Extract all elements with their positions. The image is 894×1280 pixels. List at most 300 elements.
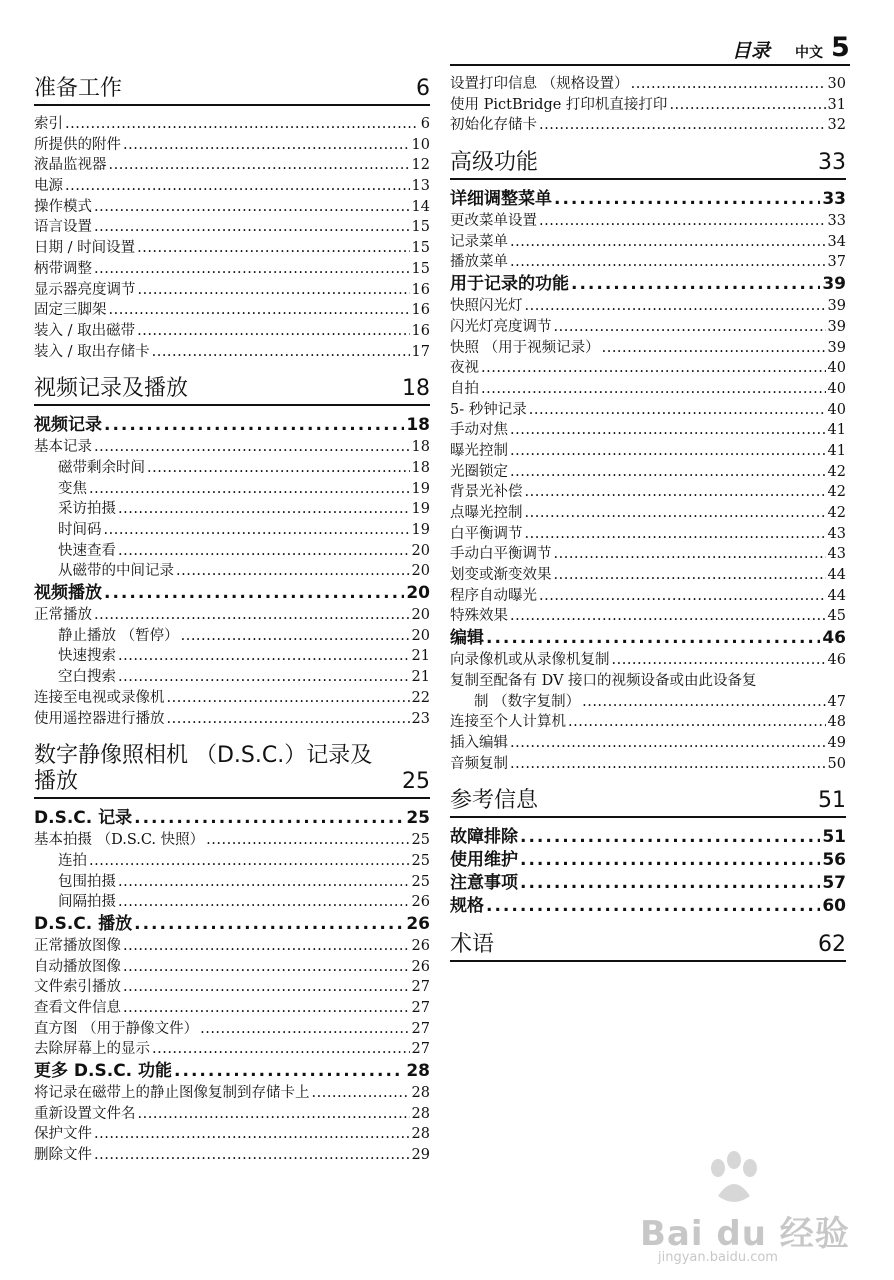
toc-section-continued	[450, 74, 846, 136]
toc-entry[interactable]	[34, 892, 430, 913]
toc-entry-list	[34, 807, 430, 1166]
toc-entry-list	[34, 414, 430, 729]
entry-title: 用于记录的功能	[450, 274, 569, 295]
leader-dots	[152, 1039, 410, 1060]
toc-entry[interactable]	[34, 499, 430, 520]
entry-title: 故障排除	[450, 827, 518, 848]
toc-entry[interactable]	[450, 565, 846, 586]
entry-title: 向录像机或从录像机复制	[450, 652, 610, 669]
leader-dots	[134, 913, 404, 936]
leader-dots	[104, 582, 404, 605]
entry-title: 时间码	[58, 522, 102, 538]
entry-title: 手动对焦	[450, 422, 508, 439]
leader-dots	[118, 541, 410, 562]
entry-page: 6	[420, 116, 430, 132]
leader-dots	[481, 379, 826, 400]
toc-entry[interactable]	[34, 709, 430, 730]
entry-title: 自动播放图像	[34, 958, 121, 975]
entry-title: 记录菜单	[450, 233, 508, 250]
toc-entry[interactable]	[34, 851, 430, 872]
leader-dots	[152, 342, 410, 363]
toc-entry[interactable]	[34, 1104, 430, 1125]
header-language: 中文	[795, 45, 823, 61]
toc-entry[interactable]	[450, 74, 846, 95]
toc-entry[interactable]	[34, 541, 430, 562]
section-title: 高级功能	[450, 150, 539, 176]
leader-dots	[147, 458, 410, 479]
leader-dots	[181, 626, 410, 647]
entry-page: 39	[827, 298, 846, 315]
toc-entry[interactable]	[450, 420, 846, 441]
section-page: 33	[818, 150, 846, 176]
toc-entry-list	[34, 114, 430, 362]
toc-section-glossary	[450, 932, 846, 962]
leader-dots	[568, 712, 826, 733]
entry-page: 27	[411, 979, 430, 996]
toc-entry[interactable]	[34, 667, 430, 688]
entry-page: 57	[822, 873, 846, 894]
leader-dots	[65, 114, 419, 135]
entry-page: 19	[411, 501, 430, 518]
toc-entry[interactable]	[34, 561, 430, 582]
leader-dots	[529, 400, 826, 421]
entry-title: 液晶监视器	[34, 157, 107, 174]
entry-page: 18	[406, 415, 430, 436]
toc-entry[interactable]	[34, 520, 430, 541]
toc-entry[interactable]	[450, 586, 846, 607]
leader-dots	[138, 1104, 410, 1125]
toc-entry[interactable]	[34, 155, 430, 176]
entry-title: 操作模式	[34, 198, 92, 215]
entry-title: 采访拍摄	[58, 501, 116, 518]
toc-subheading[interactable]	[450, 188, 846, 211]
entry-title: 手动白平衡调节	[450, 546, 552, 563]
toc-entry[interactable]	[34, 280, 430, 301]
leader-dots	[510, 754, 826, 775]
leader-dots	[123, 936, 410, 957]
section-page: 25	[402, 769, 430, 795]
entry-page: 21	[411, 648, 430, 665]
toc-entry[interactable]	[34, 238, 430, 259]
leader-dots	[89, 851, 410, 872]
leader-dots	[174, 1060, 404, 1083]
entry-page: 44	[827, 567, 846, 584]
toc-entry[interactable]	[450, 338, 846, 359]
entry-title: 快照 （用于视频记录）	[450, 339, 600, 356]
entry-title: 划变或渐变效果	[450, 567, 552, 584]
toc-section-reference	[450, 788, 846, 918]
entry-page: 56	[822, 850, 846, 871]
section-title: 视频记录及播放	[34, 376, 189, 402]
toc-subheading[interactable]	[34, 414, 430, 437]
toc-entry[interactable]	[34, 1019, 430, 1040]
entry-page: 31	[827, 96, 846, 113]
leader-dots	[525, 524, 826, 545]
entry-title: 变焦	[58, 480, 87, 497]
toc-subheading[interactable]	[34, 807, 430, 830]
toc-entry[interactable]	[34, 626, 430, 647]
entry-title: 使用 PictBridge 打印机直接打印	[450, 96, 668, 113]
entry-page: 50	[827, 755, 846, 772]
leader-dots	[612, 650, 826, 671]
entry-page: 21	[411, 669, 430, 686]
entry-page: 26	[406, 913, 430, 934]
entry-page: 28	[411, 1105, 430, 1122]
entry-page: 25	[411, 852, 430, 869]
leader-dots	[109, 300, 410, 321]
toc-entry-list	[450, 74, 846, 136]
header-rule	[450, 64, 850, 66]
section-page: 51	[818, 788, 846, 814]
entry-title: 光圈锁定	[450, 463, 508, 480]
section-title: 准备工作	[34, 76, 123, 101]
leader-dots	[510, 733, 826, 754]
entry-page: 30	[827, 76, 846, 92]
entry-title: 柄带调整	[34, 260, 92, 277]
leader-dots	[525, 482, 826, 503]
toc-entry[interactable]	[34, 176, 430, 197]
entry-title: 白平衡调节	[450, 525, 523, 542]
leader-dots	[520, 826, 820, 849]
entry-page: 26	[411, 937, 430, 954]
leader-dots	[94, 437, 410, 458]
leader-dots	[539, 586, 826, 607]
toc-entry[interactable]	[34, 688, 430, 709]
leader-dots	[134, 807, 404, 830]
leader-dots	[525, 503, 826, 524]
toc-entry[interactable]	[450, 606, 846, 627]
leader-dots	[510, 606, 826, 627]
toc-entry[interactable]	[450, 232, 846, 253]
entry-page: 45	[827, 608, 846, 625]
leader-dots	[481, 358, 826, 379]
entry-page: 46	[827, 652, 846, 669]
entry-title: 音频复制	[450, 755, 508, 772]
entry-title: 查看文件信息	[34, 1000, 121, 1016]
toc-entry-continuation[interactable]	[450, 692, 846, 713]
toc-entry[interactable]	[34, 114, 430, 135]
toc-entry[interactable]	[34, 830, 430, 851]
toc-entry[interactable]	[34, 605, 430, 626]
leader-dots	[123, 135, 410, 156]
entry-title: 程序自动曝光	[450, 587, 537, 604]
toc-section-advanced	[450, 150, 846, 774]
toc-subheading[interactable]	[450, 872, 846, 895]
entry-title: 特殊效果	[450, 608, 508, 625]
entry-page: 17	[411, 343, 430, 360]
entry-title: 制 （数字复制）	[474, 693, 581, 710]
toc-subheading[interactable]	[34, 1060, 430, 1083]
entry-title: 注意事项	[450, 873, 518, 894]
entry-page: 43	[827, 546, 846, 563]
leader-dots	[510, 232, 826, 253]
leader-dots	[510, 441, 826, 462]
entry-page: 22	[411, 689, 430, 706]
toc-entry[interactable]	[450, 441, 846, 462]
toc-entry[interactable]	[34, 135, 430, 156]
section-heading[interactable]	[34, 376, 430, 406]
leader-dots	[118, 892, 410, 913]
toc-entry[interactable]	[450, 95, 846, 116]
entry-title: 连拍	[58, 852, 87, 869]
entry-page: 20	[411, 607, 430, 624]
entry-page: 42	[827, 463, 846, 480]
entry-page: 42	[827, 505, 846, 521]
toc-section-preparation	[34, 76, 430, 362]
baidu-watermark	[640, 1150, 870, 1265]
toc-entry[interactable]	[34, 1124, 430, 1145]
entry-title: 夜视	[450, 360, 479, 377]
section-page: 18	[402, 376, 430, 402]
toc-entry[interactable]	[450, 650, 846, 671]
entry-title: 基本记录	[34, 439, 92, 456]
entry-title: 正常播放图像	[34, 937, 121, 954]
toc-entry[interactable]	[34, 437, 430, 458]
leader-dots	[167, 688, 410, 709]
entry-page: 39	[827, 339, 846, 356]
entry-page: 20	[411, 563, 430, 580]
toc-entry[interactable]	[34, 479, 430, 500]
entry-title: 显示器亮度调节	[34, 281, 136, 298]
toc-entry[interactable]	[450, 482, 846, 503]
toc-subheading[interactable]	[34, 913, 430, 936]
toc-entry[interactable]	[34, 217, 430, 238]
leader-dots	[137, 238, 409, 259]
toc-subheading[interactable]	[34, 582, 430, 605]
entry-page: 23	[411, 710, 430, 727]
section-page: 6	[416, 76, 430, 101]
entry-title: 点曝光控制	[450, 505, 523, 521]
leader-dots	[138, 280, 410, 301]
entry-title: 视频播放	[34, 583, 102, 604]
leader-dots	[582, 692, 825, 713]
leader-dots	[104, 414, 404, 437]
entry-title: 正常播放	[34, 607, 92, 624]
leader-dots	[312, 1083, 410, 1104]
page-header	[0, 32, 894, 68]
entry-page: 20	[411, 627, 430, 644]
leader-dots	[167, 709, 410, 730]
entry-title: 快照闪光灯	[450, 298, 523, 315]
entry-page: 51	[822, 827, 846, 848]
toc-entry[interactable]	[34, 977, 430, 998]
leader-dots	[118, 667, 410, 688]
toc-entry[interactable]	[34, 458, 430, 479]
entry-title: 文件索引播放	[34, 979, 121, 996]
toc-entry[interactable]	[450, 524, 846, 545]
toc-entry[interactable]	[450, 296, 846, 317]
leader-dots	[571, 273, 820, 296]
entry-page: 39	[827, 318, 846, 335]
toc-entry[interactable]	[450, 544, 846, 565]
toc-entry[interactable]	[34, 646, 430, 667]
leader-dots	[89, 479, 410, 500]
entry-title: 包围拍摄	[58, 873, 116, 890]
entry-page: 26	[411, 958, 430, 975]
entry-title: 删除文件	[34, 1147, 92, 1164]
entry-title: 日期 / 时间设置	[34, 240, 136, 257]
toc-entry[interactable]	[34, 998, 430, 1019]
entry-page: 34	[827, 233, 846, 250]
entry-page: 27	[411, 1041, 430, 1058]
toc-entry[interactable]	[34, 936, 430, 957]
entry-title: 使用维护	[450, 850, 518, 871]
entry-page: 42	[827, 484, 846, 501]
entry-page: 37	[827, 254, 846, 271]
toc-entry[interactable]	[450, 712, 846, 733]
toc-entry[interactable]	[34, 957, 430, 978]
toc-subheading[interactable]	[450, 895, 846, 918]
entry-page: 47	[827, 693, 846, 710]
toc-entry[interactable]	[450, 252, 846, 273]
entry-title: D.S.C. 播放	[34, 913, 133, 934]
entry-title: 连接至电视或录像机	[34, 689, 165, 706]
entry-title: 插入编辑	[450, 734, 508, 751]
entry-title: 固定三脚架	[34, 302, 107, 319]
toc-entry[interactable]	[450, 358, 846, 379]
toc-entry[interactable]	[450, 462, 846, 483]
entry-page: 16	[411, 281, 430, 298]
leader-dots	[669, 95, 825, 116]
entry-page: 16	[411, 302, 430, 319]
leader-dots	[510, 252, 826, 273]
leader-dots	[94, 1124, 410, 1145]
toc-entry[interactable]	[450, 379, 846, 400]
entry-title: 视频记录	[34, 415, 102, 436]
toc-entry[interactable]	[34, 197, 430, 218]
entry-title: 从磁带的中间记录	[58, 563, 174, 580]
entry-page: 12	[411, 157, 430, 174]
toc-entry[interactable]	[34, 1083, 430, 1104]
entry-page: 39	[822, 274, 846, 295]
entry-page: 32	[827, 117, 846, 134]
section-heading[interactable]	[34, 743, 430, 799]
section-heading[interactable]	[450, 932, 846, 962]
toc-entry[interactable]	[450, 503, 846, 524]
toc-entry[interactable]	[450, 754, 846, 775]
entry-title: 曝光控制	[450, 442, 508, 459]
entry-page: 25	[411, 873, 430, 890]
toc-entry[interactable]	[34, 259, 430, 280]
entry-title: 静止播放 （暂停）	[58, 627, 179, 644]
entry-page: 20	[406, 583, 430, 604]
toc-entry[interactable]	[450, 115, 846, 136]
section-heading[interactable]	[34, 76, 430, 106]
entry-title: 自拍	[450, 380, 479, 397]
entry-title: 将记录在磁带上的静止图像复制到存储卡上	[34, 1085, 310, 1102]
toc-entry[interactable]	[450, 400, 846, 421]
entry-title: 重新设置文件名	[34, 1105, 136, 1122]
entry-title: 更改菜单设置	[450, 213, 537, 230]
leader-dots	[631, 74, 826, 95]
entry-title: 保护文件	[34, 1126, 92, 1143]
entry-page: 33	[822, 189, 846, 210]
leader-dots	[486, 627, 820, 650]
entry-title: 空白搜索	[58, 669, 116, 686]
entry-title: 语言设置	[34, 219, 92, 236]
leader-dots	[118, 499, 410, 520]
header-page-number: 5	[831, 32, 850, 63]
toc-entry[interactable]	[450, 211, 846, 232]
section-title: 数字静像照相机 （D.S.C.）记录及 播放	[34, 743, 373, 795]
leader-dots	[109, 155, 410, 176]
entry-page: 15	[411, 240, 430, 257]
entry-page: 40	[827, 360, 846, 377]
entry-title: 5- 秒钟记录	[450, 401, 527, 418]
entry-title: 电源	[34, 178, 63, 195]
entry-page: 13	[411, 178, 430, 195]
toc-entry[interactable]	[34, 321, 430, 342]
section-title: 参考信息	[450, 788, 539, 814]
entry-page: 15	[411, 219, 430, 236]
toc-entry[interactable]	[450, 733, 846, 754]
toc-subheading[interactable]	[450, 849, 846, 872]
entry-title: 闪光灯亮度调节	[450, 318, 552, 335]
entry-title: 索引	[34, 116, 63, 132]
entry-page: 20	[411, 542, 430, 559]
toc-entry[interactable]	[34, 1039, 430, 1060]
toc-entry-list	[450, 826, 846, 918]
toc-entry[interactable]	[34, 1145, 430, 1166]
toc-entry[interactable]	[34, 342, 430, 363]
toc-left-column	[34, 76, 430, 1180]
entry-page: 60	[822, 896, 846, 917]
entry-page: 27	[411, 1000, 430, 1016]
entry-page: 19	[411, 480, 430, 497]
entry-page: 40	[827, 401, 846, 418]
entry-page: 18	[411, 439, 430, 456]
leader-dots	[176, 561, 410, 582]
leader-dots	[510, 462, 826, 483]
entry-page: 28	[406, 1061, 430, 1082]
toc-subheading[interactable]	[450, 826, 846, 849]
leader-dots	[525, 296, 826, 317]
leader-dots	[554, 565, 826, 586]
toc-entry[interactable]	[450, 671, 846, 692]
toc-entry[interactable]	[34, 300, 430, 321]
leader-dots	[94, 259, 410, 280]
leader-dots	[206, 830, 409, 851]
toc-section-video	[34, 376, 430, 729]
entry-page: 25	[406, 808, 430, 829]
entry-page: 48	[827, 714, 846, 731]
toc-subheading[interactable]	[450, 627, 846, 650]
entry-page: 28	[411, 1126, 430, 1143]
entry-title: 使用遥控器进行播放	[34, 710, 165, 727]
section-heading[interactable]	[450, 150, 846, 180]
entry-title: 去除屏幕上的显示	[34, 1041, 150, 1058]
watermark-url: jingyan.baidu.com	[658, 1250, 778, 1265]
toc-subheading[interactable]	[450, 273, 846, 296]
section-heading[interactable]	[450, 788, 846, 818]
leader-dots	[510, 420, 826, 441]
toc-entry[interactable]	[450, 317, 846, 338]
entry-page: 26	[411, 894, 430, 911]
entry-title: 连接至个人计算机	[450, 714, 566, 731]
leader-dots	[602, 338, 826, 359]
entry-title: 磁带剩余时间	[58, 459, 145, 476]
entry-page: 27	[411, 1020, 430, 1037]
leader-dots	[554, 544, 826, 565]
entry-title: 初始化存储卡	[450, 117, 537, 134]
entry-title: 编辑	[450, 628, 484, 649]
entry-title: 快速搜索	[58, 648, 116, 665]
toc-section-dsc	[34, 743, 430, 1166]
entry-page: 28	[411, 1085, 430, 1102]
entry-page: 49	[827, 734, 846, 751]
leader-dots	[200, 1019, 409, 1040]
toc-entry[interactable]	[34, 872, 430, 893]
